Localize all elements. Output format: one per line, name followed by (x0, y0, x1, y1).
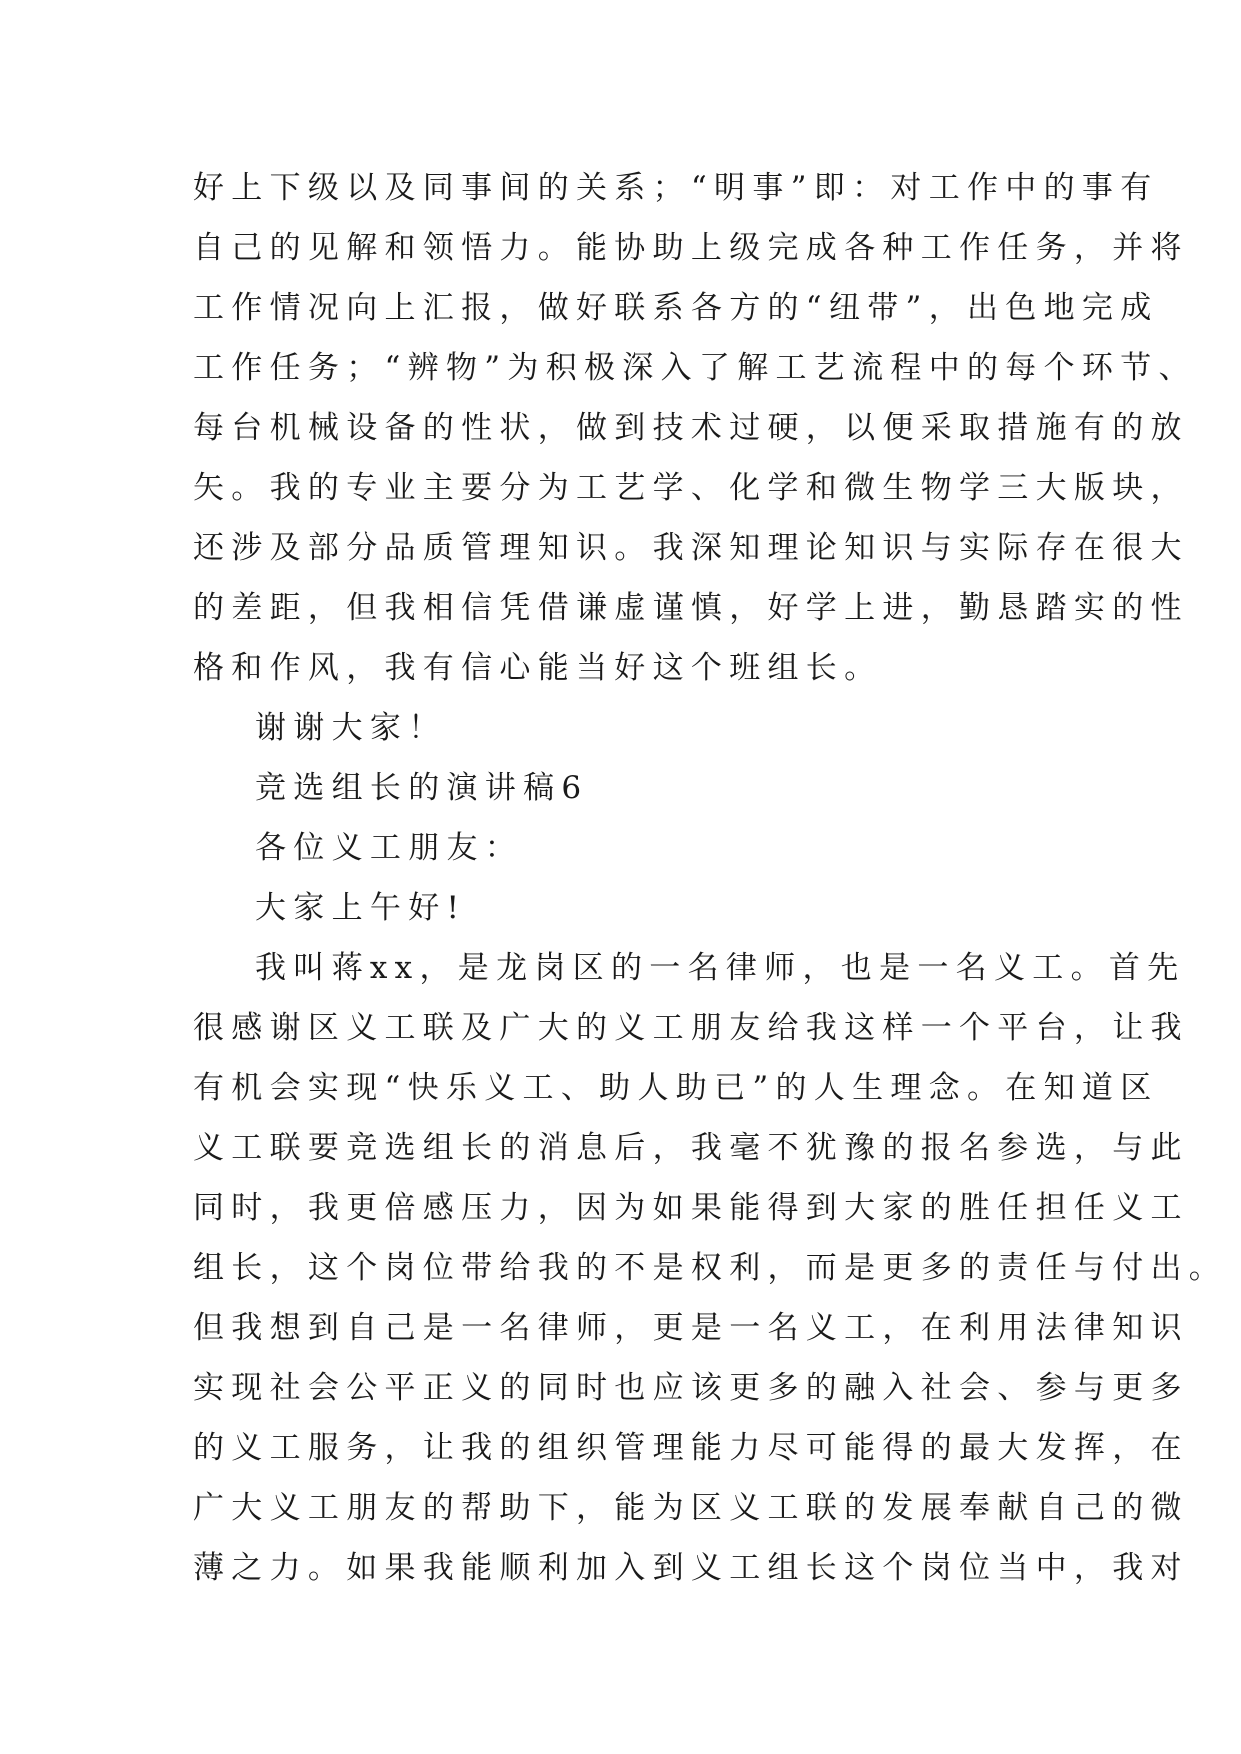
text-line: 我叫蒋xx，是龙岗区的一名律师，也是一名义工。首先 (255, 950, 1186, 986)
text-line: 矢。我的专业主要分为工艺学、化学和微生物学三大版块， (193, 470, 1189, 506)
text-line: 义工联要竞选组长的消息后，我毫不犹豫的报名参选，与此 (193, 1130, 1189, 1166)
text-line: 同时，我更倍感压力，因为如果能得到大家的胜任担任义工 (193, 1190, 1189, 1226)
text-line: 组长，这个岗位带给我的不是权利，而是更多的责任与付出。 (193, 1250, 1228, 1286)
text-line: 薄之力。如果我能顺利加入到义工组长这个岗位当中，我对 (193, 1550, 1189, 1586)
text-line: 好上下级以及同事间的关系；“明事”即：对工作中的事有 (193, 170, 1159, 206)
text-line: 广大义工朋友的帮助下，能为区义工联的发展奉献自己的微 (193, 1490, 1189, 1526)
text-line: 竞选组长的演讲稿6 (255, 770, 589, 806)
text-line: 的差距，但我相信凭借谦虚谨慎，好学上进，勤恳踏实的性 (193, 590, 1189, 626)
text-line: 大家上午好! (255, 890, 467, 926)
document-body (193, 158, 1228, 1598)
text-line: 还涉及部分品质管理知识。我深知理论知识与实际存在很大 (193, 530, 1189, 566)
text-line: 很感谢区义工联及广大的义工朋友给我这样一个平台，让我 (193, 1010, 1189, 1046)
text-line: 各位义工朋友： (255, 830, 524, 866)
text-line: 谢谢大家！ (255, 710, 447, 746)
text-line: 工作任务；“辨物”为积极深入了解工艺流程中的每个环节、 (193, 350, 1197, 386)
text-line: 有机会实现“快乐义工、助人助已”的人生理念。在知道区 (193, 1070, 1159, 1106)
text-line: 格和作风，我有信心能当好这个班组长。 (193, 650, 883, 686)
text-line: 的义工服务，让我的组织管理能力尽可能得的最大发挥，在 (193, 1430, 1189, 1466)
text-line: 自己的见解和领悟力。能协助上级完成各种工作任务，并将 (193, 230, 1189, 266)
text-line: 工作情况向上汇报，做好联系各方的“纽带”，出色地完成 (193, 290, 1159, 326)
text-line: 但我想到自己是一名律师，更是一名义工，在利用法律知识 (193, 1310, 1189, 1346)
text-line: 实现社会公平正义的同时也应该更多的融入社会、参与更多 (193, 1370, 1189, 1406)
text-line: 每台机械设备的性状，做到技术过硬，以便采取措施有的放 (193, 410, 1189, 446)
